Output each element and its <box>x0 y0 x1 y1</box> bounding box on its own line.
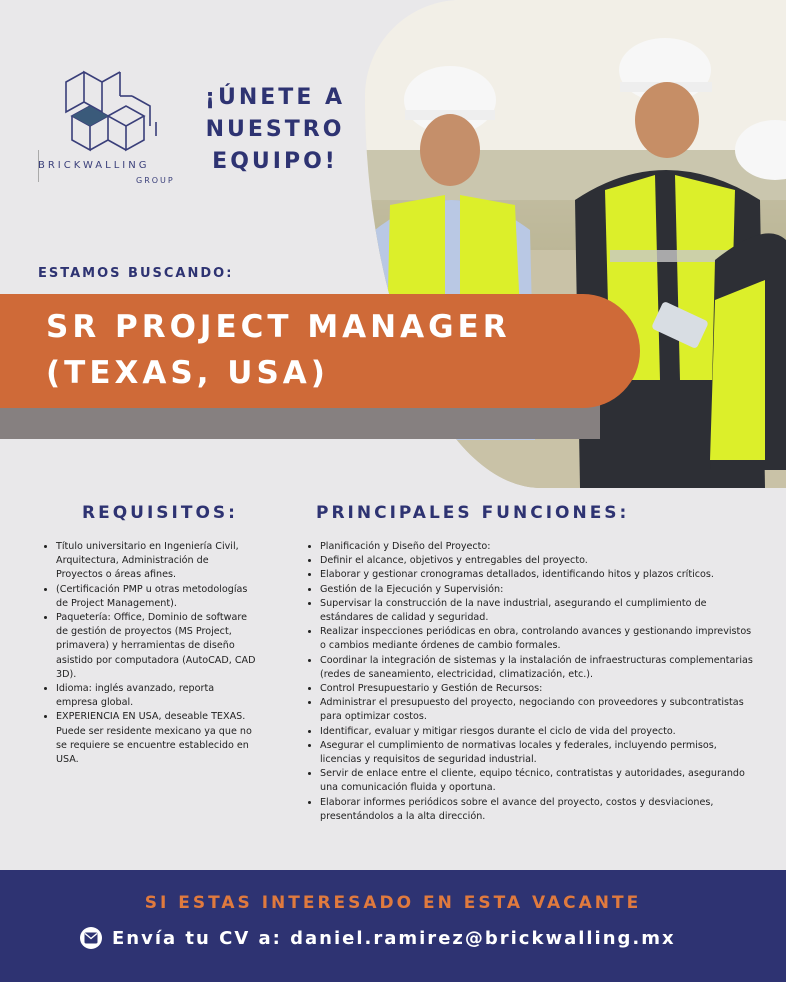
list-item: • Definir el alcance, objetivos y entregables del proyecto. <box>320 554 760 568</box>
list-item: • Gestión de la Ejecución y Supervisión: <box>320 583 760 597</box>
headline-line-1: ¡ÚNETE A <box>204 85 346 110</box>
list-item: • Coordinar la integración de sistemas y la instalación de infraestructuras complementarias (redes de saneamiento, electricidad, climatización, etc.). <box>320 654 760 682</box>
looking-for-label: ESTAMOS BUSCANDO: <box>38 266 234 281</box>
brickwalling-logo <box>36 70 186 190</box>
list-item: • Elaborar y gestionar cronogramas detallados, identificando hitos y plazos críticos. <box>320 568 760 582</box>
footer-title: SI ESTAS INTERESADO EN ESTA VACANTE <box>144 893 642 913</box>
requirements-list <box>42 540 256 767</box>
list-item: • Administrar el presupuesto del proyecto, negociando con proveedores y subcontratistas para optimizar costos. <box>320 696 760 724</box>
job-title <box>46 304 511 396</box>
headline-line-2: NUESTRO <box>205 117 345 142</box>
contact-email-text[interactable]: Envía tu CV a: daniel.ramirez@brickwalling.mx <box>112 927 676 949</box>
job-title-line-2: (TEXAS, USA) <box>46 355 329 391</box>
list-item: • Realizar inspecciones periódicas en obra, controlando avances y gestionando imprevistos o cambios mediante órdenes de cambio formales. <box>320 625 760 653</box>
list-item: • Identificar, evaluar y mitigar riesgos durante el ciclo de vida del proyecto. <box>320 725 760 739</box>
headline-line-3: EQUIPO! <box>212 149 338 174</box>
list-item: • Título universitario en Ingeniería Civil, Arquitectura, Administración de Proyectos o áreas afines. <box>56 540 256 583</box>
job-title-line-1: SR PROJECT MANAGER <box>46 309 511 345</box>
list-item: • Elaborar informes periódicos sobre el avance del proyecto, costos y desviaciones, presentándolos a la alta dirección. <box>320 796 760 824</box>
list-item: • Supervisar la construcción de la nave industrial, asegurando el cumplimiento de estándares de calidad y seguridad. <box>320 597 760 625</box>
brand-name: BRICKWALLING <box>38 160 150 171</box>
requirements-title: REQUISITOS: <box>82 503 238 523</box>
list-item: • (Certificación PMP u otras metodologías de Project Management). <box>56 583 256 611</box>
list-item: • EXPERIENCIA EN USA, deseable TEXAS. Puede ser residente mexicano ya que no se requiere se encuentre establecido en USA. <box>56 710 256 767</box>
list-item: • Servir de enlace entre el cliente, equipo técnico, contratistas y autoridades, asegurando una comunicación fluida y oportuna. <box>320 767 760 795</box>
list-item: • Idioma: inglés avanzado, reporta empresa global. <box>56 682 256 710</box>
list-item: • Asegurar el cumplimiento de normativas locales y federales, incluyendo permisos, licencias y requisitos de seguridad industrial. <box>320 739 760 767</box>
contact-line[interactable] <box>80 927 676 949</box>
list-item: • Planificación y Diseño del Proyecto: <box>320 540 760 554</box>
join-headline <box>200 82 350 178</box>
list-item: • Paquetería: Office, Dominio de software de gestión de proyectos (MS Project, primavera) y herramientas de diseño asistido por computadora (AutoCAD, CAD 3D). <box>56 611 256 682</box>
functions-list <box>306 540 760 824</box>
brand-sub: GROUP <box>136 176 175 185</box>
footer-band <box>0 870 786 982</box>
functions-title: PRINCIPALES FUNCIONES: <box>316 503 630 523</box>
envelope-icon <box>80 927 102 949</box>
list-item: • Control Presupuestario y Gestión de Recursos: <box>320 682 760 696</box>
